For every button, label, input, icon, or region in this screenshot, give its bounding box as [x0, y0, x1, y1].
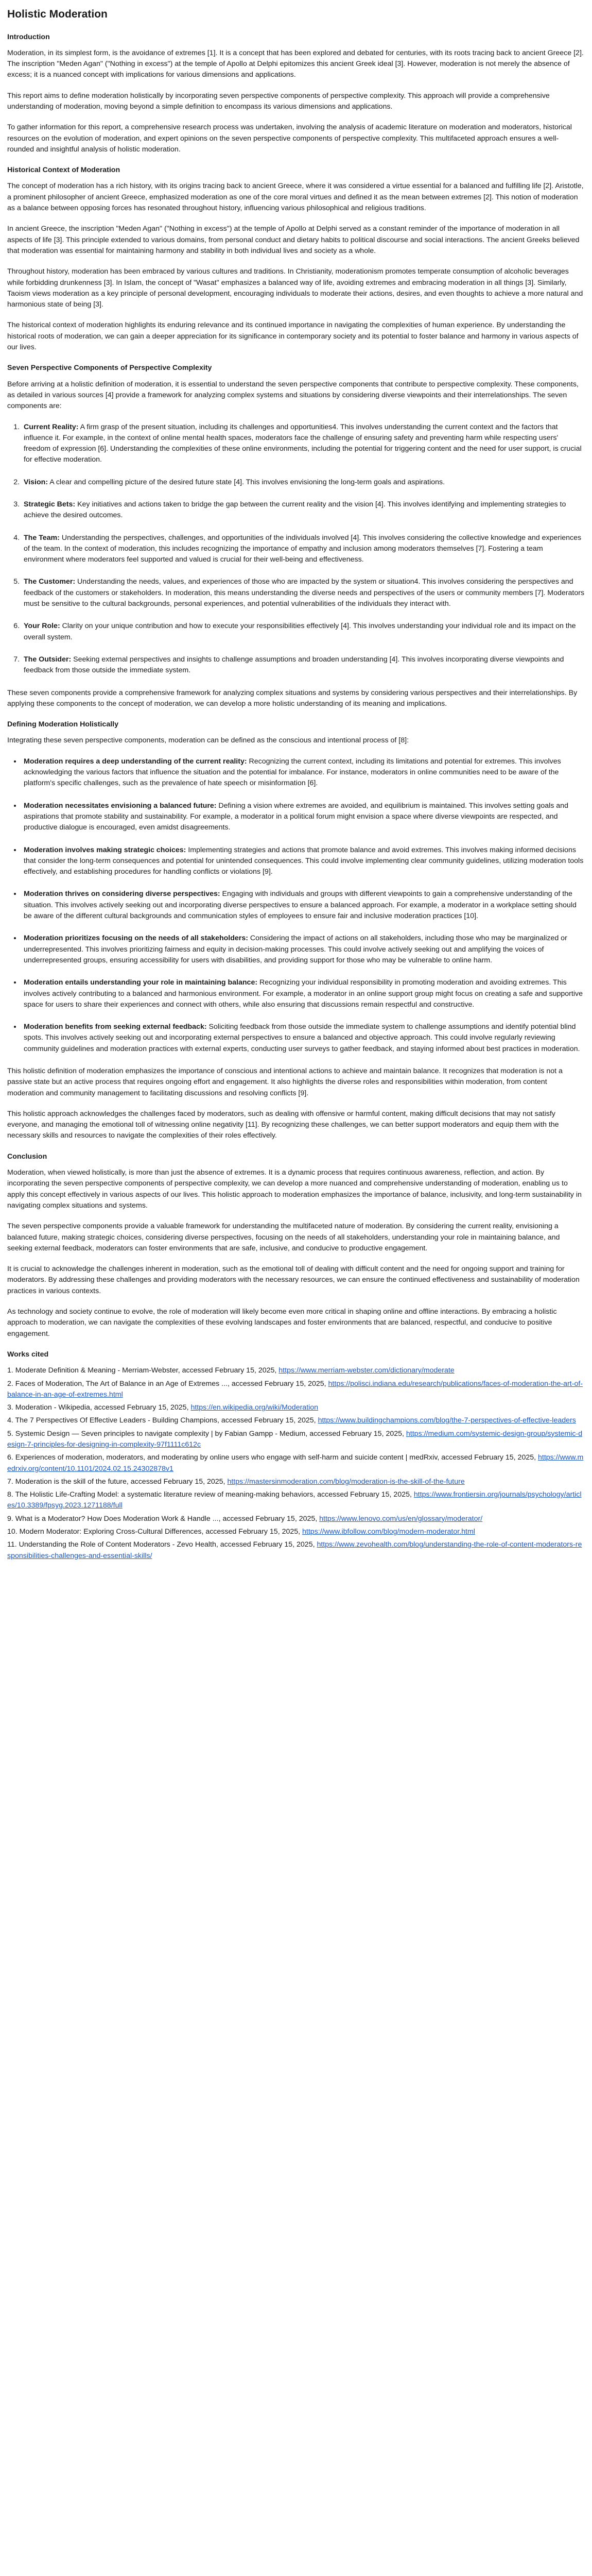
- list-item: [22, 533, 585, 566]
- citation-entry: [7, 1452, 585, 1475]
- paragraph: The historical context of moderation highlights its enduring relevance and its continued importance in navigating the complexities of human experience. By understanding the historical roots of moderation, we can gain a deeper appreciation for its significance in contemporary society and its potential to foster balance and harmony in various aspects of our lives.: [7, 321, 579, 352]
- list-item-term: Moderation prioritizes focusing on the needs of all stakeholders:: [24, 934, 248, 943]
- list-item: [22, 889, 585, 922]
- section: [7, 165, 585, 353]
- citation-entry: [7, 1379, 585, 1401]
- list-item-term: Strategic Bets:: [24, 500, 76, 509]
- list-item-term: Current Reality:: [24, 422, 79, 431]
- citation-text: 10. Modern Moderator: Exploring Cross-Cultural Differences, accessed February 15, 2025,: [7, 1528, 303, 1536]
- list-item-term: Moderation thrives on considering diverse perspectives:: [24, 890, 220, 899]
- list-item-text: Soliciting feedback from those outside the immediate system to challenge assumptions and identify potential blind spots. This involves actively seeking out and incorporating external perspectives to ensure a balanced and objective approach. This could involve regularly reviewing community guidelines and moderation practices with external experts, conducting user surveys to gather feedback, and staying informed about best practices in moderation.: [24, 1023, 580, 1053]
- citation-link[interactable]: https://www.zevohealth.com/blog/understanding-the-role-of-content-moderators-responsibilities-challenges-and-essential-skills/: [7, 1540, 582, 1560]
- paragraph: This report aims to define moderation holistically by incorporating seven perspective components of perspective complexity. This approach will provide a comprehensive understanding of moderation, moving beyond a simple definition to encompass its various dimensions and applications.: [7, 91, 550, 111]
- citation-text: 11. Understanding the Role of Content Moderators - Zevo Health, accessed February 15, 2025,: [7, 1540, 317, 1549]
- list-item: [22, 845, 585, 878]
- list-item-text: Recognizing your individual responsibility in promoting moderation and avoiding extremes. This involves actively contributing to a balanced and harmonious environment. For example, a moderator in an online support group might focus on creating a safe and supportive space for users to share their experiences and connect with others, while also ensuring that discussions remain respectful and constructive.: [24, 978, 583, 1009]
- paragraph: Before arriving at a holistic definition of moderation, it is essential to understand the seven perspective components that contribute to perspective complexity. These components, as detailed in various sources [4] provide a framework for analyzing complex systems and situations by considering diverse viewpoints and their interrelationships. The seven components are:: [7, 380, 579, 411]
- list-item-text: Understanding the needs, values, and experiences of those who are impacted by the system or situation4. This involves considering the perspectives and feedback of the customers or stakeholders. In moderation, this means understanding the diverse needs and perspectives of the users or community members [7]. Moderators must be sensitive to the cultural backgrounds, personal experiences, and potential vulnerabilities of the individuals they interact with.: [24, 578, 585, 608]
- list-item: [22, 422, 585, 466]
- paragraph: Throughout history, moderation has been embraced by various cultures and traditions. In Christianity, moderationism promotes temperate consumption of alcoholic beverages while forbidding drunkenness [3]. In Islam, the concept of "Wasat" emphasizes a balanced way of life, avoiding extremes and embracing moderation in all things [3]. Similarly, Taoism views moderation as a key principle of personal development, encouraging individuals to moderate their actions, desires, and even thoughts to achieve a more natural and harmonious state of being [3].: [7, 267, 583, 309]
- citation-link[interactable]: https://www.lenovo.com/us/en/glossary/moderator/: [319, 1514, 483, 1523]
- citation-text: 9. What is a Moderator? How Does Moderation Work & Handle ..., accessed February 15, 2025,: [7, 1514, 320, 1523]
- citation-text: 1. Moderate Definition & Meaning - Merriam-Webster, accessed February 15, 2025,: [7, 1366, 279, 1375]
- citation-entry: [7, 1429, 585, 1451]
- list-item-term: Moderation entails understanding your role in maintaining balance:: [24, 978, 258, 987]
- citation-link[interactable]: https://mastersinmoderation.com/blog/moderation-is-the-skill-of-the-future: [227, 1477, 465, 1486]
- citation-text: 5. Systemic Design — Seven principles to navigate complexity | by Fabian Gampp - Medium, accessed February 15, 2025,: [7, 1429, 406, 1438]
- list-item-term: The Customer:: [24, 578, 76, 586]
- citation-text: 4. The 7 Perspectives Of Effective Leaders - Building Champions, accessed February 15, 2025,: [7, 1416, 318, 1425]
- paragraph: As technology and society continue to evolve, the role of moderation will likely become even more critical in shaping online and offline interactions. By embracing a holistic approach to moderation, we can navigate the complexities of these evolving landscapes and foster environments that are balanced, respectful, and conducive to positive engagement.: [7, 1308, 557, 1338]
- paragraph: This holistic definition of moderation emphasizes the importance of conscious and intentional actions to achieve and maintain balance. It recognizes that moderation is not a passive state but an active process that requires ongoing effort and engagement. It also highlights the diverse roles and responsibilities within moderation, from content moderation and community management to facilitating discussions and resolving conflicts [9].: [7, 1066, 563, 1097]
- document-body: [7, 32, 585, 1340]
- citation-entry: [7, 1402, 585, 1413]
- numbered-list: [7, 422, 585, 676]
- citation-text: 3. Moderation - Wikipedia, accessed February 15, 2025,: [7, 1403, 191, 1412]
- paragraph: Moderation, in its simplest form, is the avoidance of extremes [1]. It is a concept that has been explored and debated for centuries, with its roots tracing back to ancient Greece [2]. The inscription "Meden Agan" ("Nothing in excess") at the temple of Apollo at Delphi epitomizes this ancient Greek ideal [3]. However, moderation is not merely the absence of excess; it is a nuanced concept with implications for various dimensions and applications.: [7, 48, 584, 79]
- list-item: [22, 933, 585, 966]
- section-heading: Conclusion: [7, 1152, 47, 1161]
- document-title: Holistic Moderation: [7, 8, 108, 20]
- citation-text: 7. Moderation is the skill of the future, accessed February 15, 2025,: [7, 1477, 228, 1486]
- list-item-text: A firm grasp of the present situation, including its challenges and opportunities4. This involves understanding the current context and the factors that influence it. For example, in the context of online mental health spaces, moderators face the challenge of ensuring safety and preventing harm while respecting users' freedom of expression [6]. Understanding the complexities of these online environments, including the potential for triggering content and the need for user support, is crucial for effective moderation.: [24, 422, 582, 464]
- list-item-text: Engaging with individuals and groups with different viewpoints to gain a comprehensive understanding of the situation. This involves actively seeking out and incorporating diverse perspectives to ensure a balanced approach. For example, a moderator in a workplace setting should be aware of the different cultural backgrounds and communication styles of employees to ensure fair and inclusive moderation practices [10].: [24, 890, 577, 921]
- paragraph: Integrating these seven perspective components, moderation can be defined as the conscious and intentional process of [8]:: [7, 736, 409, 745]
- list-item-term: Moderation involves making strategic choices:: [24, 845, 186, 854]
- works-cited-list: [7, 1365, 585, 1562]
- section: [7, 719, 585, 1142]
- list-item: [22, 577, 585, 609]
- paragraph: Moderation, when viewed holistically, is more than just the absence of extremes. It is a dynamic process that requires continuous awareness, reflection, and action. By incorporating the seven perspective components of perspective complexity, we can develop a more nuanced and comprehensive understanding of moderation, enabling us to apply this concept effectively in various aspects of our lives. This holistic approach to moderation emphasizes the importance of balance, inclusivity, and long-term sustainability in navigating complex situations and systems.: [7, 1168, 582, 1210]
- citation-entry: [7, 1415, 585, 1426]
- list-item-term: Moderation benefits from seeking external feedback:: [24, 1023, 207, 1031]
- citation-link[interactable]: https://medium.com/systemic-design-group/systemic-design-7-principles-for-designing-in-complexity-97f1111c612c: [7, 1429, 583, 1449]
- citation-link[interactable]: https://en.wikipedia.org/wiki/Moderation: [190, 1403, 319, 1412]
- works-cited-heading: Works cited: [7, 1350, 49, 1359]
- citation-entry: [7, 1365, 585, 1376]
- citation-link[interactable]: https://www.frontiersin.org/journals/psychology/articles/10.3389/fpsyg.2023.1271188/full: [7, 1490, 582, 1510]
- list-item: [22, 756, 585, 789]
- section-heading: Introduction: [7, 32, 50, 41]
- list-item-text: Recognizing the current context, including its limitations and potential for extremes. This involves acknowledging the various factors that influence the situation and the potential for imbalance. For instance, moderators in online communities need to be aware of the platform's specific challenges, such as the prevalence of hate speech or misinformation [6].: [24, 757, 561, 788]
- citation-link[interactable]: https://www.ibfollow.com/blog/modern-moderator.html: [302, 1528, 475, 1536]
- section: [7, 1151, 585, 1340]
- list-item: [22, 499, 585, 521]
- citation-entry: [7, 1527, 585, 1537]
- list-item-text: Considering the impact of actions on all stakeholders, including those who may be marginalized or underrepresented. This involves prioritizing fairness and equity in decision-making processes. This could involve actively seeking out and amplifying the voices of underrepresented groups, ensuring accessibility for users with disabilities, and providing support for those who may be vulnerable to online harm.: [24, 934, 567, 964]
- list-item: [22, 1022, 585, 1055]
- list-item: [22, 477, 585, 488]
- list-item-text: Key initiatives and actions taken to bridge the gap between the current reality and the vision [4]. This involves identifying and implementing strategies to achieve the desired outcomes.: [24, 500, 566, 520]
- bullet-list: [7, 756, 585, 1055]
- paragraph: In ancient Greece, the inscription "Meden Agan" ("Nothing in excess") at the temple of Apollo at Delphi served as a constant reminder of the importance of moderation in all aspects of life [3]. This principle extended to various domains, from personal conduct and dietary habits to political discourse and social interactions. The ancient Greeks believed that moderation was essential for maintaining harmony and stability in both individual lives and society as a whole.: [7, 225, 580, 255]
- list-item-text: Clarity on your unique contribution and how to execute your responsibilities effectively [4]. This involves understanding your individual role and its impact on the overall system.: [24, 622, 576, 641]
- list-item-text: Understanding the perspectives, challenges, and opportunities of the individuals involved [4]. This involves considering the collective knowledge and experiences of the team. In the context of moderation, this includes recognizing the importance of empathy and inclusion among moderators themselves [7]. Fostering a team environment where moderators feel supported and valued is crucial for their well-being and effectiveness.: [24, 533, 582, 564]
- citation-link[interactable]: https://polisci.indiana.edu/research/publications/faces-of-moderation-the-art-of-balance-in-an-age-of-extremes.html: [7, 1379, 583, 1399]
- list-item: [22, 801, 585, 834]
- citation-entry: [7, 1477, 585, 1487]
- list-item-term: The Team:: [24, 533, 60, 542]
- section-heading: Historical Context of Moderation: [7, 166, 120, 175]
- list-item-term: Vision:: [24, 478, 48, 486]
- paragraph: This holistic approach acknowledges the challenges faced by moderators, such as dealing with offensive or harmful content, making difficult decisions that may not satisfy everyone, and managing the emotional toll of witnessing online negativity [11]. By recognizing these challenges, we can better support moderators and equip them with the necessary skills and resources to navigate the complexities of their roles effectively.: [7, 1109, 559, 1140]
- list-item: [22, 621, 585, 643]
- section-heading: Seven Perspective Components of Perspective Complexity: [7, 364, 212, 372]
- citation-entry: [7, 1514, 585, 1524]
- citation-link[interactable]: https://www.medrxiv.org/content/10.1101/2024.02.15.24302878v1: [7, 1453, 584, 1473]
- section: [7, 32, 585, 156]
- list-item-term: The Outsider:: [24, 655, 72, 664]
- paragraph: These seven components provide a comprehensive framework for analyzing complex situations and systems by considering various perspectives and their interrelationships. By applying these components to the concept of moderation, we can develop a more holistic understanding of its meaning and implications.: [7, 688, 578, 708]
- paragraph: To gather information for this report, a comprehensive research process was undertaken, involving the analysis of academic literature on moderation and moderators, historical resources on the evolution of moderation, and expert opinions on the seven perspective components of perspective complexity. This multifaceted approach ensures a well-rounded and insightful analysis of holistic moderation.: [7, 123, 572, 154]
- list-item-term: Your Role:: [24, 622, 60, 631]
- paragraph: It is crucial to acknowledge the challenges inherent in moderation, such as the emotional toll of dealing with difficult content and the need for ongoing support and training for moderators. By addressing these challenges and providing moderators with the necessary resources, we can ensure the continued effectiveness and sustainability of moderation practices in various contexts.: [7, 1265, 580, 1295]
- list-item-text: A clear and compelling picture of the desired future state [4]. This involves envisioning the long-term goals and aspirations.: [48, 478, 445, 486]
- section-heading: Defining Moderation Holistically: [7, 720, 118, 729]
- list-item-text: Defining a vision where extremes are avoided, and equilibrium is maintained. This involves setting goals and aspirations that promote stability and sustainability. For example, a moderator in a political forum might envision a space where diverse viewpoints are respected, and productive dialogue is encouraged, even amidst disagreements.: [24, 801, 568, 832]
- list-item: [22, 977, 585, 1010]
- citation-text: 2. Faces of Moderation, The Art of Balance in an Age of Extremes ..., accessed February 15, 2025,: [7, 1379, 328, 1388]
- citation-text: 6. Experiences of moderation, moderators, and moderating by online users who engage with self-harm and suicide content | medRxiv, accessed February 15, 2025,: [7, 1453, 538, 1462]
- citation-link[interactable]: https://www.buildingchampions.com/blog/the-7-perspectives-of-effective-leaders: [318, 1416, 576, 1425]
- list-item: [22, 654, 585, 676]
- citation-entry: [7, 1539, 585, 1562]
- citation-entry: [7, 1489, 585, 1512]
- section: [7, 363, 585, 709]
- paragraph: The concept of moderation has a rich history, with its origins tracing back to ancient Greece, where it was considered a virtue essential for a balanced and fulfilling life [2]. Aristotle, a prominent philosopher of ancient Greece, emphasized moderation as one of the core moral virtues and defined it as the mean between extremes [2]. This notion of moderation as a balance between opposing forces has resonated throughout history, influencing various philosophical and religious traditions.: [7, 182, 584, 213]
- list-item-text: Seeking external perspectives and insights to challenge assumptions and broaden understanding [4]. This involves incorporating diverse viewpoints and feedback from those outside the immediate system.: [24, 655, 564, 675]
- paragraph: The seven perspective components provide a valuable framework for understanding the multifaceted nature of moderation. By considering the current reality, envisioning a balanced future, making strategic choices, considering diverse perspectives, focusing on the needs of all stakeholders, understanding your role in maintaining balance, and seeking external feedback, moderators can foster environments that are safe, inclusive, and conducive to productive engagement.: [7, 1222, 560, 1252]
- citation-link[interactable]: https://www.merriam-webster.com/dictionary/moderate: [278, 1366, 455, 1375]
- list-item-text: Implementing strategies and actions that promote balance and avoid extremes. This involves making informed decisions that consider the long-term consequences and potential for unintended consequences. This could involve implementing clear community guidelines, utilizing moderation tools effectively, and establishing procedures for handling conflicts or violations [9].: [24, 845, 584, 876]
- list-item-term: Moderation requires a deep understanding of the current reality:: [24, 757, 247, 766]
- list-item-term: Moderation necessitates envisioning a balanced future:: [24, 801, 217, 810]
- citation-text: 8. The Holistic Life-Crafting Model: a systematic literature review of meaning-making behaviors, accessed February 15, 2025,: [7, 1490, 414, 1499]
- works-cited: [7, 1349, 585, 1562]
